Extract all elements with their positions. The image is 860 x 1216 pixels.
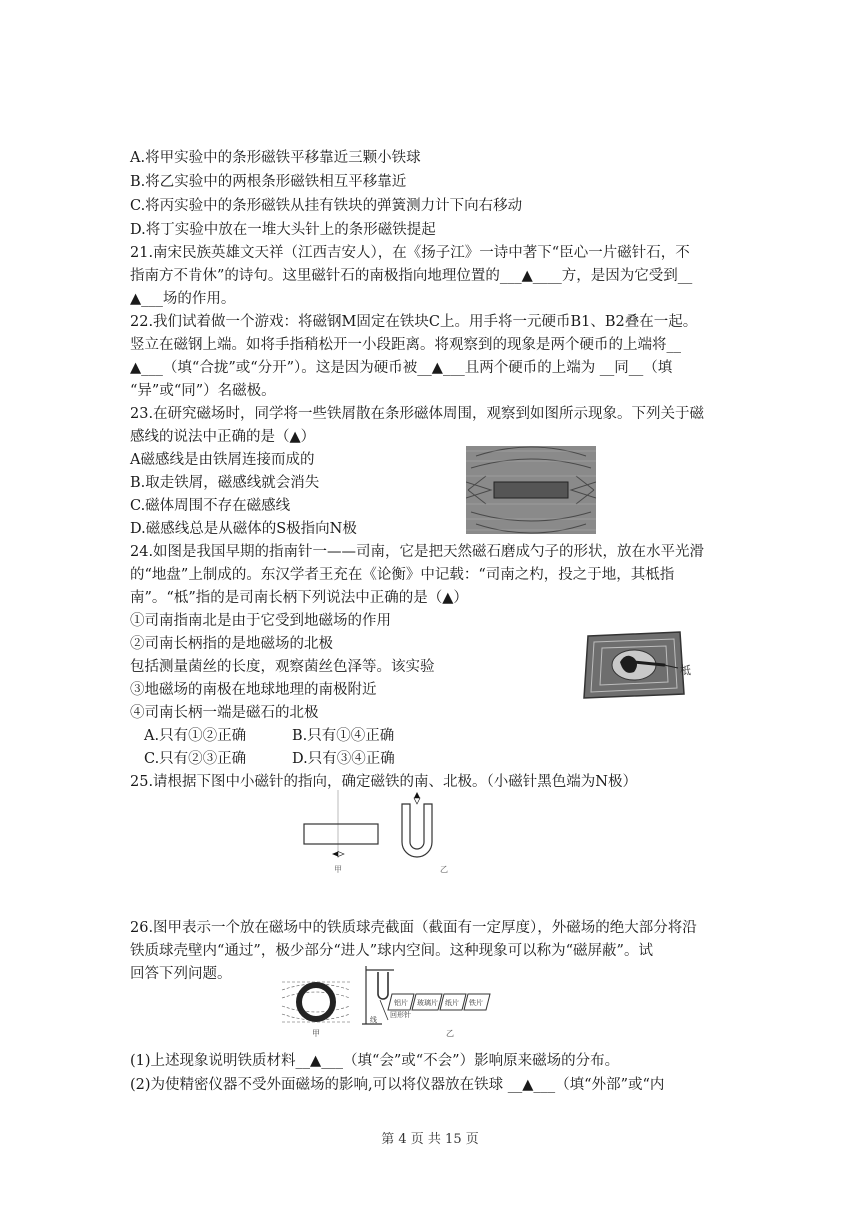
q26-sub-1: (1)上述现象说明铁质材料__▲___（填“会”或“不会”）影响原来磁场的分布。 xyxy=(130,1053,620,1069)
magnet-figure xyxy=(292,786,462,878)
sinan-handle-label: 柢 xyxy=(680,664,691,677)
q21-line-3: ▲___场的作用。 xyxy=(130,291,236,307)
q20-option-b: B.将乙实验中的两根条形磁铁相互平移靠近 xyxy=(130,174,407,190)
q21-line-2: 指南方不肯休”的诗句。这里磁针石的南极指向地理位置的___▲____方，是因为它受到__ xyxy=(130,268,693,284)
label-yi: 乙 xyxy=(440,865,448,874)
q20-option-a: A.将甲实验中的条形磁铁平移靠近三颗小铁球 xyxy=(130,150,421,166)
q22-line-2: 竖立在磁钢上端。如将手指稍松开一小段距离。将观察到的现象是两个硬币的上端将__ xyxy=(130,337,681,353)
q23-option-a: A磁感线是由铁屑连接而成的 xyxy=(130,452,315,468)
q24-line-1: 24.如图是我国早期的指南针一——司南，它是把天然磁石磨成勺子的形状，放在水平光滑 xyxy=(130,544,705,560)
q24-options-row-2 xyxy=(144,748,395,770)
q23-option-b: B.取走铁屑，磁感线就会消失 xyxy=(130,475,320,491)
q23-option-c: C.磁体周围不存在磁感线 xyxy=(130,498,291,514)
thread-label: 线 xyxy=(370,1016,377,1024)
q26-line-2: 铁质球壳壁内“通过”，极少部分“进人”球内空间。这种现象可以称为“磁屏蔽”。试 xyxy=(130,943,653,959)
sinan-compass-figure xyxy=(574,628,704,700)
small-needle-top xyxy=(414,792,420,804)
q26-line-3: 回答下列问题。 xyxy=(130,966,232,982)
q20-option-d: D.将丁实验中放在一堆大头针上的条形磁铁提起 xyxy=(130,222,436,238)
shield-label-jia: 甲 xyxy=(312,1029,320,1038)
paperclip-label: 回形针 xyxy=(390,1011,411,1019)
q24-statement-4: ④司南长柄一端是磁石的北极 xyxy=(130,705,319,721)
q24-stray-line: 包括测量菌丝的长度，观察菌丝色泽等。该实验 xyxy=(130,659,435,675)
plate-glass: 玻璃片 xyxy=(417,999,438,1007)
page-footer: 第 4 页 共 15 页 xyxy=(381,1132,479,1147)
small-needle-left xyxy=(332,852,344,857)
iron-filings-figure xyxy=(466,446,596,534)
q22-line-3: ▲___（填“合拢”或“分开”）。这是因为硬币被__▲___且两个硬币的上端为 __同__（填 xyxy=(130,360,673,376)
q24-statement-3: ③地磁场的南极在地球地理的南极附近 xyxy=(130,682,377,698)
plate-paper: 纸片 xyxy=(445,999,459,1007)
q21-line-1: 21.南宋民族英雄文天祥（江西吉安人），在《扬子江》一诗中著下“臣心一片磁针石，不 xyxy=(130,245,690,261)
q24-statement-2: ②司南长柄指的是地磁场的北极 xyxy=(130,636,333,652)
q25-line-1: 25.请根据下图中小磁针的指向，确定磁铁的南、北极。（小磁针黑色端为N极） xyxy=(130,774,637,790)
shield-label-yi: 乙 xyxy=(446,1029,454,1038)
q24-statement-1: ①司南指南北是由于它受到地磁场的作用 xyxy=(130,613,391,629)
plate-aluminum: 铝片 xyxy=(394,999,408,1007)
q22-line-4: “异”或“同”）名磁极。 xyxy=(130,383,276,399)
q23-option-d: D.磁感线总是从磁体的S极指向N极 xyxy=(130,521,357,537)
q26-line-1: 26.图甲表示一个放在磁场中的铁质球壳截面（截面有一定厚度），外磁场的绝大部分将沿 xyxy=(130,920,697,936)
q24-options-row-1 xyxy=(144,725,394,747)
q24-option-d: D.只有③④正确 xyxy=(292,751,395,767)
q24-line-3: 南”。“柢”指的是司南长柄下列说法中正确的是（▲） xyxy=(130,590,468,606)
label-jia: 甲 xyxy=(334,865,342,874)
q20-option-c: C.将丙实验中的条形磁铁从挂有铁块的弹簧测力计下向右移动 xyxy=(130,198,523,214)
bar-magnet xyxy=(304,824,378,844)
q26-sub-2: (2)为使精密仪器不受外面磁场的影响,可以将仪器放在铁球 __▲___（填“外部”或“内 xyxy=(130,1077,665,1093)
q22-line-1: 22.我们试着做一个游戏：将磁钢M固定在铁块C上。用手将一元硬币B1、B2叠在一起。 xyxy=(130,314,698,330)
q24-option-b: B.只有①④正确 xyxy=(292,728,395,744)
q23-line-2: 感线的说法中正确的是（▲） xyxy=(130,429,316,445)
u-magnet xyxy=(402,804,432,857)
q23-line-1: 23.在研究磁场时，同学将一些铁屑散在条形磁体周围，观察到如图所示现象。下列关于磁 xyxy=(130,406,705,422)
magnetic-shield-figure xyxy=(278,964,506,1040)
q24-option-a: A.只有①②正确 xyxy=(144,728,247,744)
q24-option-c: C.只有②③正确 xyxy=(144,751,247,767)
q24-line-2: 的“地盘”上制成的。东汉学者王充在《论衡》中记载：“司南之杓，投之于地，其柢指 xyxy=(130,567,675,583)
iron-shell xyxy=(299,985,333,1019)
shield-u-magnet xyxy=(378,972,388,999)
plate-iron: 铁片 xyxy=(469,999,483,1007)
